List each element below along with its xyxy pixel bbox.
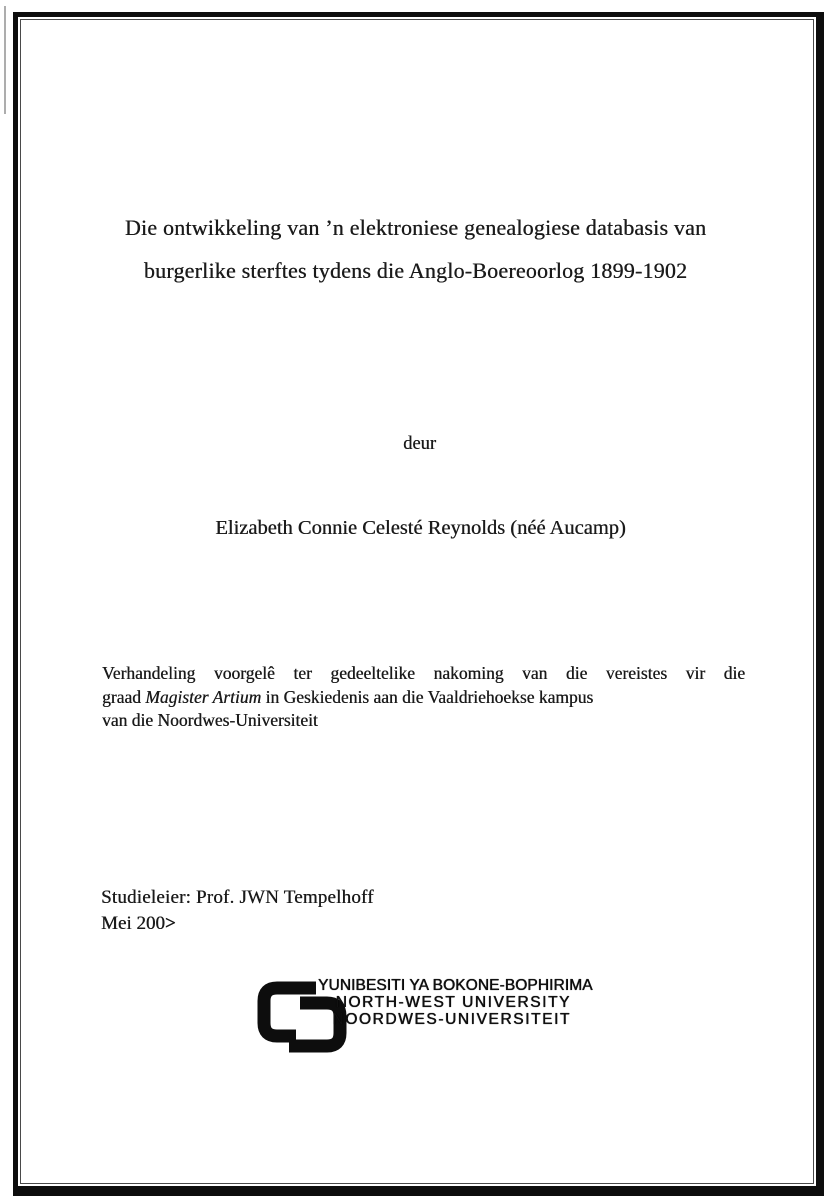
- byline-label: deur: [403, 434, 436, 454]
- scan-edge-artifact: [4, 6, 6, 114]
- degree-statement-line2-pre: graad: [102, 686, 146, 707]
- thesis-title: [0, 206, 831, 292]
- logo-line-setswana: YUNIBESITI YA BOKONE-BOPHIRIMA: [318, 977, 593, 994]
- degree-statement-line2: [102, 686, 745, 710]
- university-logo-text: [318, 977, 593, 1028]
- logo-line-english: NORTH-WEST UNIVERSITY: [335, 994, 571, 1011]
- degree-statement-line2-post: in Geskiedenis aan die Vaaldriehoekse kampus: [261, 686, 594, 707]
- degree-statement-line3: van die Noordwes-Universiteit: [102, 710, 318, 730]
- thesis-title-line1: Die ontwikkeling van ’n elektroniese genealogiese databasis van: [124, 215, 707, 240]
- supervisor-line: Studieleier: Prof. JWN Tempelhoff: [101, 887, 374, 908]
- degree-statement-line1: Verhandeling voorgelê ter gedeeltelike nakoming van die vereistes vir die: [102, 663, 745, 683]
- logo-line-afrikaans: NOORDWES-UNIVERSITEIT: [332, 1011, 571, 1028]
- degree-name-italic: Magister Artium: [145, 686, 262, 707]
- date-line: [101, 913, 176, 935]
- date-last-digit-glyph: >: [164, 913, 176, 934]
- degree-statement: [102, 662, 745, 733]
- author-name: Elizabeth Connie Celesté Reynolds (néé Aucamp): [215, 517, 626, 539]
- thesis-title-line2: burgerlike sterftes tydens die Anglo-Boereoorlog 1899-1902: [143, 258, 688, 283]
- date-text: Mei 200: [101, 913, 165, 934]
